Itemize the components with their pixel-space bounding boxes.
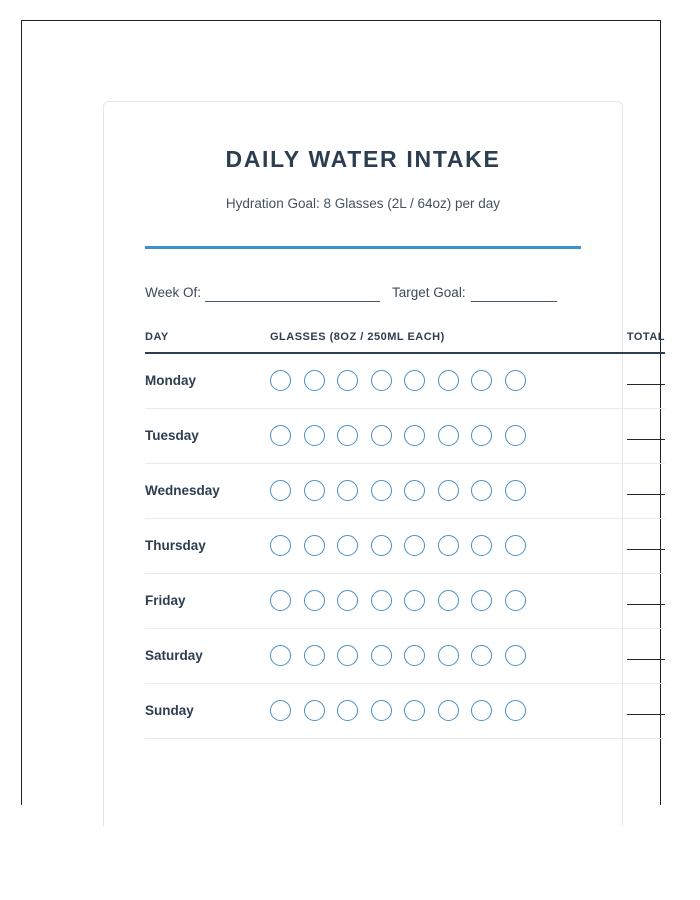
table-row	[145, 408, 665, 463]
glass-checkbox-circle[interactable]	[404, 535, 425, 556]
column-header-total: TOTAL	[560, 331, 665, 353]
day-label: Tuesday	[145, 408, 270, 463]
total-cell	[560, 683, 665, 738]
water-intake-table	[145, 331, 665, 739]
glass-checkbox-group	[270, 370, 560, 391]
glass-checkbox-circle[interactable]	[270, 700, 291, 721]
table-row	[145, 683, 665, 738]
page-title: DAILY WATER INTAKE	[225, 146, 501, 172]
hydration-goal-subtitle: Hydration Goal: 8 Glasses (2L / 64oz) per day	[225, 195, 501, 211]
glass-checkbox-circle[interactable]	[438, 700, 459, 721]
total-cell	[560, 518, 665, 573]
glass-checkbox-circle[interactable]	[371, 645, 392, 666]
glass-checkbox-circle[interactable]	[337, 645, 358, 666]
glasses-cell	[270, 408, 560, 463]
glass-checkbox-circle[interactable]	[471, 425, 492, 446]
glass-checkbox-circle[interactable]	[471, 590, 492, 611]
glass-checkbox-circle[interactable]	[337, 480, 358, 501]
glass-checkbox-circle[interactable]	[505, 535, 526, 556]
glass-checkbox-circle[interactable]	[270, 590, 291, 611]
glass-checkbox-circle[interactable]	[304, 535, 325, 556]
column-header-glasses: GLASSES (8OZ / 250ML EACH)	[270, 331, 560, 353]
day-label: Sunday	[145, 683, 270, 738]
glass-checkbox-group	[270, 700, 560, 721]
glass-checkbox-circle[interactable]	[371, 700, 392, 721]
glass-checkbox-circle[interactable]	[438, 425, 459, 446]
table-header-row	[145, 331, 665, 353]
table-body	[145, 353, 665, 739]
week-of-input[interactable]	[205, 288, 380, 302]
glass-checkbox-circle[interactable]	[404, 370, 425, 391]
glass-checkbox-circle[interactable]	[505, 370, 526, 391]
glass-checkbox-circle[interactable]	[404, 425, 425, 446]
glass-checkbox-circle[interactable]	[337, 700, 358, 721]
total-cell	[560, 408, 665, 463]
glass-checkbox-circle[interactable]	[337, 425, 358, 446]
total-cell	[560, 628, 665, 683]
day-label: Monday	[145, 353, 270, 409]
glass-checkbox-circle[interactable]	[471, 645, 492, 666]
glass-checkbox-circle[interactable]	[471, 535, 492, 556]
glasses-cell	[270, 518, 560, 573]
day-label: Thursday	[145, 518, 270, 573]
glass-checkbox-circle[interactable]	[404, 700, 425, 721]
glass-checkbox-group	[270, 535, 560, 556]
glass-checkbox-circle[interactable]	[270, 425, 291, 446]
glass-checkbox-group	[270, 590, 560, 611]
glasses-cell	[270, 573, 560, 628]
glass-checkbox-circle[interactable]	[505, 480, 526, 501]
glass-checkbox-group	[270, 480, 560, 501]
glass-checkbox-circle[interactable]	[371, 425, 392, 446]
target-goal-label: Target Goal:	[392, 285, 466, 301]
glass-checkbox-circle[interactable]	[270, 535, 291, 556]
glass-checkbox-circle[interactable]	[371, 370, 392, 391]
day-label: Wednesday	[145, 463, 270, 518]
glasses-cell	[270, 683, 560, 738]
total-cell	[560, 463, 665, 518]
glass-checkbox-circle[interactable]	[304, 425, 325, 446]
glass-checkbox-circle[interactable]	[505, 425, 526, 446]
table-row	[145, 353, 665, 409]
glass-checkbox-group	[270, 425, 560, 446]
table-row	[145, 518, 665, 573]
glass-checkbox-circle[interactable]	[337, 370, 358, 391]
total-input[interactable]	[627, 648, 665, 660]
water-intake-sheet	[103, 101, 665, 826]
glass-checkbox-circle[interactable]	[304, 590, 325, 611]
total-cell	[560, 353, 665, 409]
total-input[interactable]	[627, 483, 665, 495]
glass-checkbox-circle[interactable]	[270, 645, 291, 666]
glass-checkbox-circle[interactable]	[304, 370, 325, 391]
total-input[interactable]	[627, 428, 665, 440]
glass-checkbox-circle[interactable]	[438, 645, 459, 666]
total-input[interactable]	[627, 593, 665, 605]
glass-checkbox-circle[interactable]	[438, 480, 459, 501]
glass-checkbox-group	[270, 645, 560, 666]
glass-checkbox-circle[interactable]	[404, 590, 425, 611]
glass-checkbox-circle[interactable]	[337, 590, 358, 611]
glass-checkbox-circle[interactable]	[371, 480, 392, 501]
glass-checkbox-circle[interactable]	[471, 480, 492, 501]
table-row	[145, 628, 665, 683]
table-row	[145, 573, 665, 628]
target-goal-input[interactable]	[471, 288, 557, 302]
glasses-cell	[270, 353, 560, 409]
printed-page-frame	[21, 20, 665, 805]
column-header-day: DAY	[145, 331, 270, 353]
glass-checkbox-circle[interactable]	[505, 700, 526, 721]
day-label: Friday	[145, 573, 270, 628]
glass-checkbox-circle[interactable]	[304, 480, 325, 501]
accent-divider	[145, 246, 581, 249]
glass-checkbox-circle[interactable]	[337, 535, 358, 556]
glass-checkbox-circle[interactable]	[471, 700, 492, 721]
glass-checkbox-circle[interactable]	[438, 590, 459, 611]
total-input[interactable]	[627, 373, 665, 385]
total-cell	[560, 573, 665, 628]
glass-checkbox-circle[interactable]	[438, 370, 459, 391]
glass-checkbox-circle[interactable]	[304, 645, 325, 666]
glass-checkbox-circle[interactable]	[371, 535, 392, 556]
total-input[interactable]	[627, 703, 665, 715]
glass-checkbox-circle[interactable]	[270, 480, 291, 501]
glass-checkbox-circle[interactable]	[505, 645, 526, 666]
glass-checkbox-circle[interactable]	[505, 590, 526, 611]
glass-checkbox-circle[interactable]	[371, 590, 392, 611]
glass-checkbox-circle[interactable]	[304, 700, 325, 721]
glass-checkbox-circle[interactable]	[270, 370, 291, 391]
total-input[interactable]	[627, 538, 665, 550]
glasses-cell	[270, 628, 560, 683]
table-row	[145, 463, 665, 518]
meta-fields-row	[145, 284, 581, 302]
glass-checkbox-circle[interactable]	[404, 480, 425, 501]
day-label: Saturday	[145, 628, 270, 683]
week-of-label: Week Of:	[145, 285, 202, 301]
glasses-cell	[270, 463, 560, 518]
glass-checkbox-circle[interactable]	[404, 645, 425, 666]
glass-checkbox-circle[interactable]	[438, 535, 459, 556]
glass-checkbox-circle[interactable]	[471, 370, 492, 391]
